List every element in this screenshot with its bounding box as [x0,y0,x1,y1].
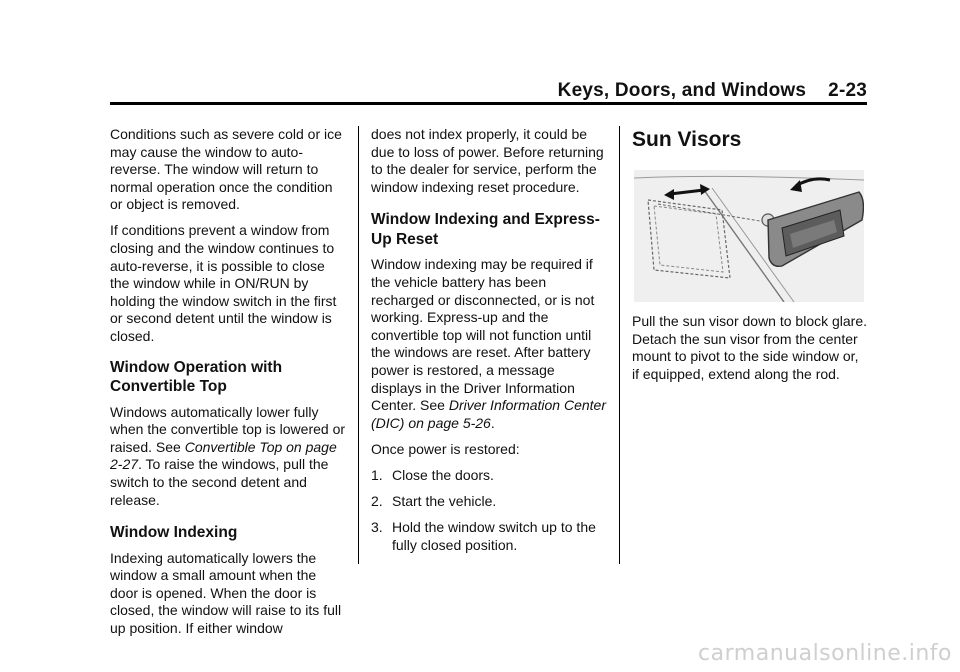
header-section-title: Keys, Doors, and Windows [557,80,807,101]
text-run: . [490,414,495,431]
paragraph-convertible-top [110,404,346,510]
paragraph-once-restored: Once power is restored: [371,440,520,457]
heading-window-indexing: Window Indexing [110,524,238,542]
header-text [558,80,867,102]
paragraph-window-indexing: Indexing automatically lowers the window a small amount when the door is opened. When the door is closed, the window will raise to its full up position. If either window [110,549,342,637]
text-run: . To raise the windows, pull the switch to the second detent and release. [110,456,329,508]
paragraph-indexing-reset [371,256,609,432]
sun-visor-drawing [634,170,864,302]
reset-steps-list [371,467,609,554]
heading-convertible-top: Window Operation with Convertible Top [110,358,283,396]
section-title-sun-visors: Sun Visors [632,128,742,151]
step-number: 2. [371,493,383,509]
column-1 [110,126,346,646]
column-2 [371,126,609,563]
step-text: Start the vehicle. [392,493,497,509]
paragraph-auto-reverse: Conditions such as severe cold or ice may cause the window to auto-reverse. The window will return to normal operation once the condition or object is removed. [110,126,342,213]
cross-reference-dic[interactable]: Driver Information Center (DIC) on page 5-26 [371,397,606,431]
heading-indexing-reset: Window Indexing and Express-Up Reset [371,211,600,248]
list-item [371,467,609,485]
page-header [110,80,867,104]
step-text: Hold the window switch up to the fully closed position. [392,519,596,553]
column-divider-2 [619,126,620,564]
list-item [371,519,609,554]
text-run: Window indexing may be required if the vehicle battery has been recharged or disconnected, or is not working. Express-up and the convertible top will not function until the windows are reset. After battery power is restored, a message displays in the Driver Information Center. See [371,256,595,414]
text-run: Windows automatically lower fully when the convertible top is lowered or raised. See [110,403,346,455]
header-rule [110,102,867,105]
column-3 [632,313,868,392]
step-number: 3. [371,519,383,536]
watermark-text: carmanualsonline.info [698,641,952,666]
paragraph-close-window: If conditions prevent a window from closing and the window continues to auto-reverse, it is possible to close the window while in ON/RUN by holding the window switch in the first or second detent until the window is closed. [110,222,337,345]
cross-reference-convertible-top[interactable]: Convertible Top on page 2-27 [110,438,337,473]
sun-visor-illustration [634,170,864,302]
paragraph-sun-visors: Pull the sun visor down to block glare. Detach the sun visor from the center mount to pivot to the side window or, if equipped, extend along the rod. [632,313,868,382]
step-number: 1. [371,466,383,483]
column-divider-1 [358,126,359,564]
list-item [371,493,609,511]
header-page-number: 2-23 [828,80,867,101]
step-text: Close the doors. [392,466,494,483]
paragraph-index-continued: does not index properly, it could be due to loss of power. Before returning to the dealer for service, perform the window indexing reset procedure. [371,126,604,195]
